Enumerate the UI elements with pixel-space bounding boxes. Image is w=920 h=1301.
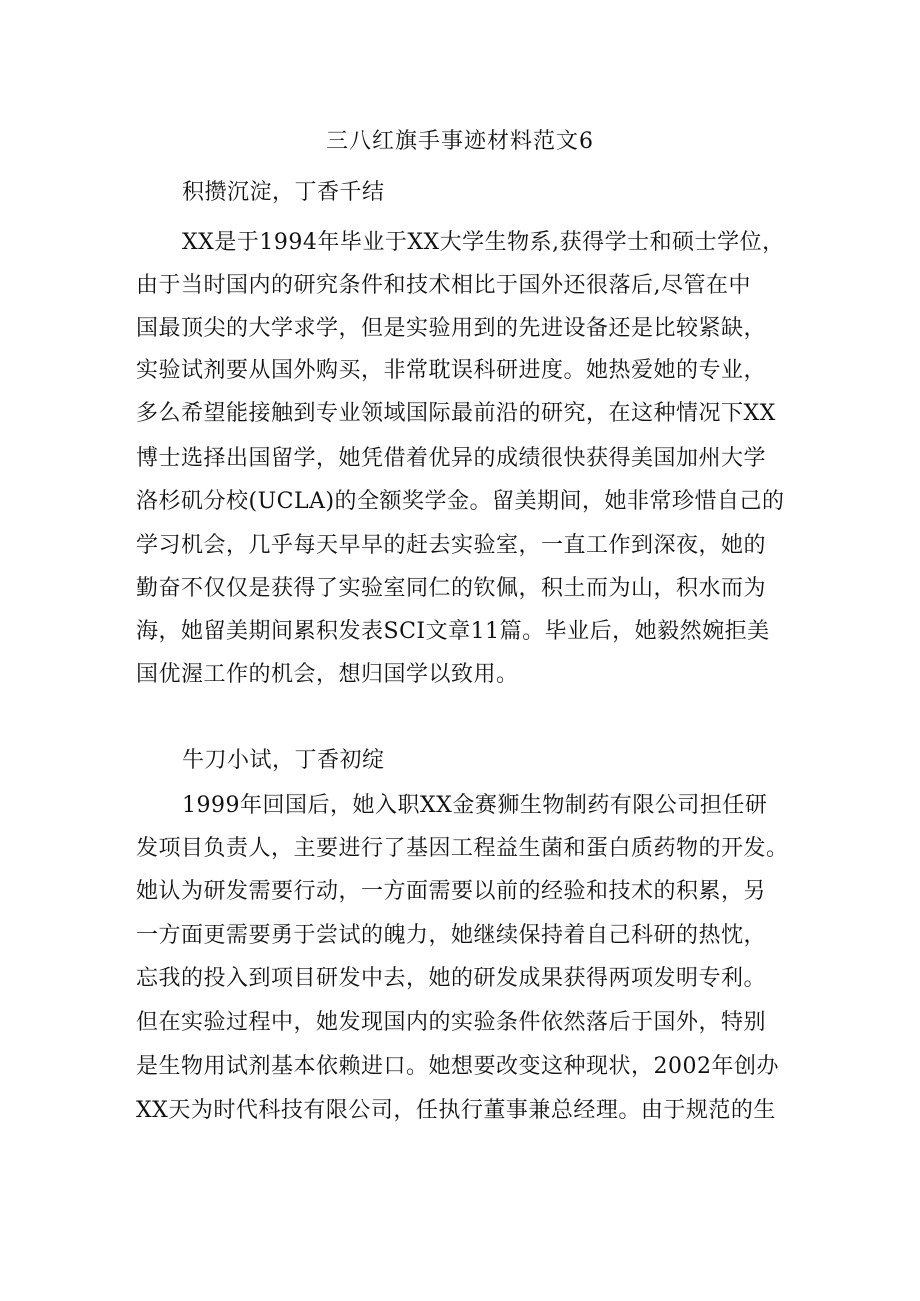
paragraph-line: 博士选择出国留学，她凭借着优异的成绩很快获得美国加州大学 — [136, 446, 767, 471]
paragraph-line: 她认为研发需要行动，一方面需要以前的经验和技术的积累，另 — [136, 879, 767, 904]
paragraph-line: 发项目负责人，主要进行了基因工程益生菌和蛋白质药物的开发。 — [136, 836, 789, 861]
paragraph-line: 是生物用试剂基本依赖进口。她想要改变这种现状，2002年创办 — [136, 1054, 779, 1079]
paragraph-line: 国优渥工作的机会，想归国学以致用。 — [136, 662, 519, 687]
section-heading-1: 积攒沉淀，丁香千结 — [182, 180, 385, 205]
paragraph-line: 实验试剂要从国外购买，非常耽误科研进度。她热爱她的专业， — [136, 358, 767, 383]
paragraph-line: 海，她留美期间累积发表SCI文章11篇。毕业后，她毅然婉拒美 — [136, 619, 770, 644]
paragraph-line: 多么希望能接触到专业领域国际最前沿的研究，在这种情况下XX — [136, 401, 776, 426]
paragraph-line: 学习机会，几乎每天早早的赶去实验室，一直工作到深夜，她的 — [136, 533, 767, 558]
paragraph-line: 忘我的投入到项目研发中去，她的研发成果获得两项发明专利。 — [136, 966, 767, 991]
paragraph-line: 1999年回国后，她入职XX金赛狮生物制药有限公司担任研 — [182, 793, 768, 818]
paragraph-line: 由于当时国内的研究条件和技术相比于国外还很落后,尽管在中 — [136, 273, 751, 298]
paragraph-line: 但在实验过程中，她发现国内的实验条件依然落后于国外，特别 — [136, 1010, 767, 1035]
paragraph-line: XX是于1994年毕业于XX大学生物系,获得学士和硕士学位， — [182, 230, 785, 255]
document-title: 三八红旗手事迹材料范文6 — [326, 129, 594, 154]
paragraph-line: XX天为时代科技有限公司，任执行董事兼总经理。由于规范的生 — [136, 1098, 776, 1123]
paragraph-line: 国最顶尖的大学求学，但是实验用到的先进设备还是比较紧缺， — [136, 316, 767, 341]
paragraph-line: 洛杉矶分校(UCLA)的全额奖学金。留美期间，她非常珍惜自己的 — [136, 489, 785, 514]
section-heading-2: 牛刀小试，丁香初绽 — [182, 748, 385, 773]
paragraph-line: 勤奋不仅仅是获得了实验室同仁的钦佩，积土而为山，积水而为 — [136, 576, 767, 601]
paragraph-line: 一方面更需要勇于尝试的魄力，她继续保持着自己科研的热忱， — [136, 923, 767, 948]
